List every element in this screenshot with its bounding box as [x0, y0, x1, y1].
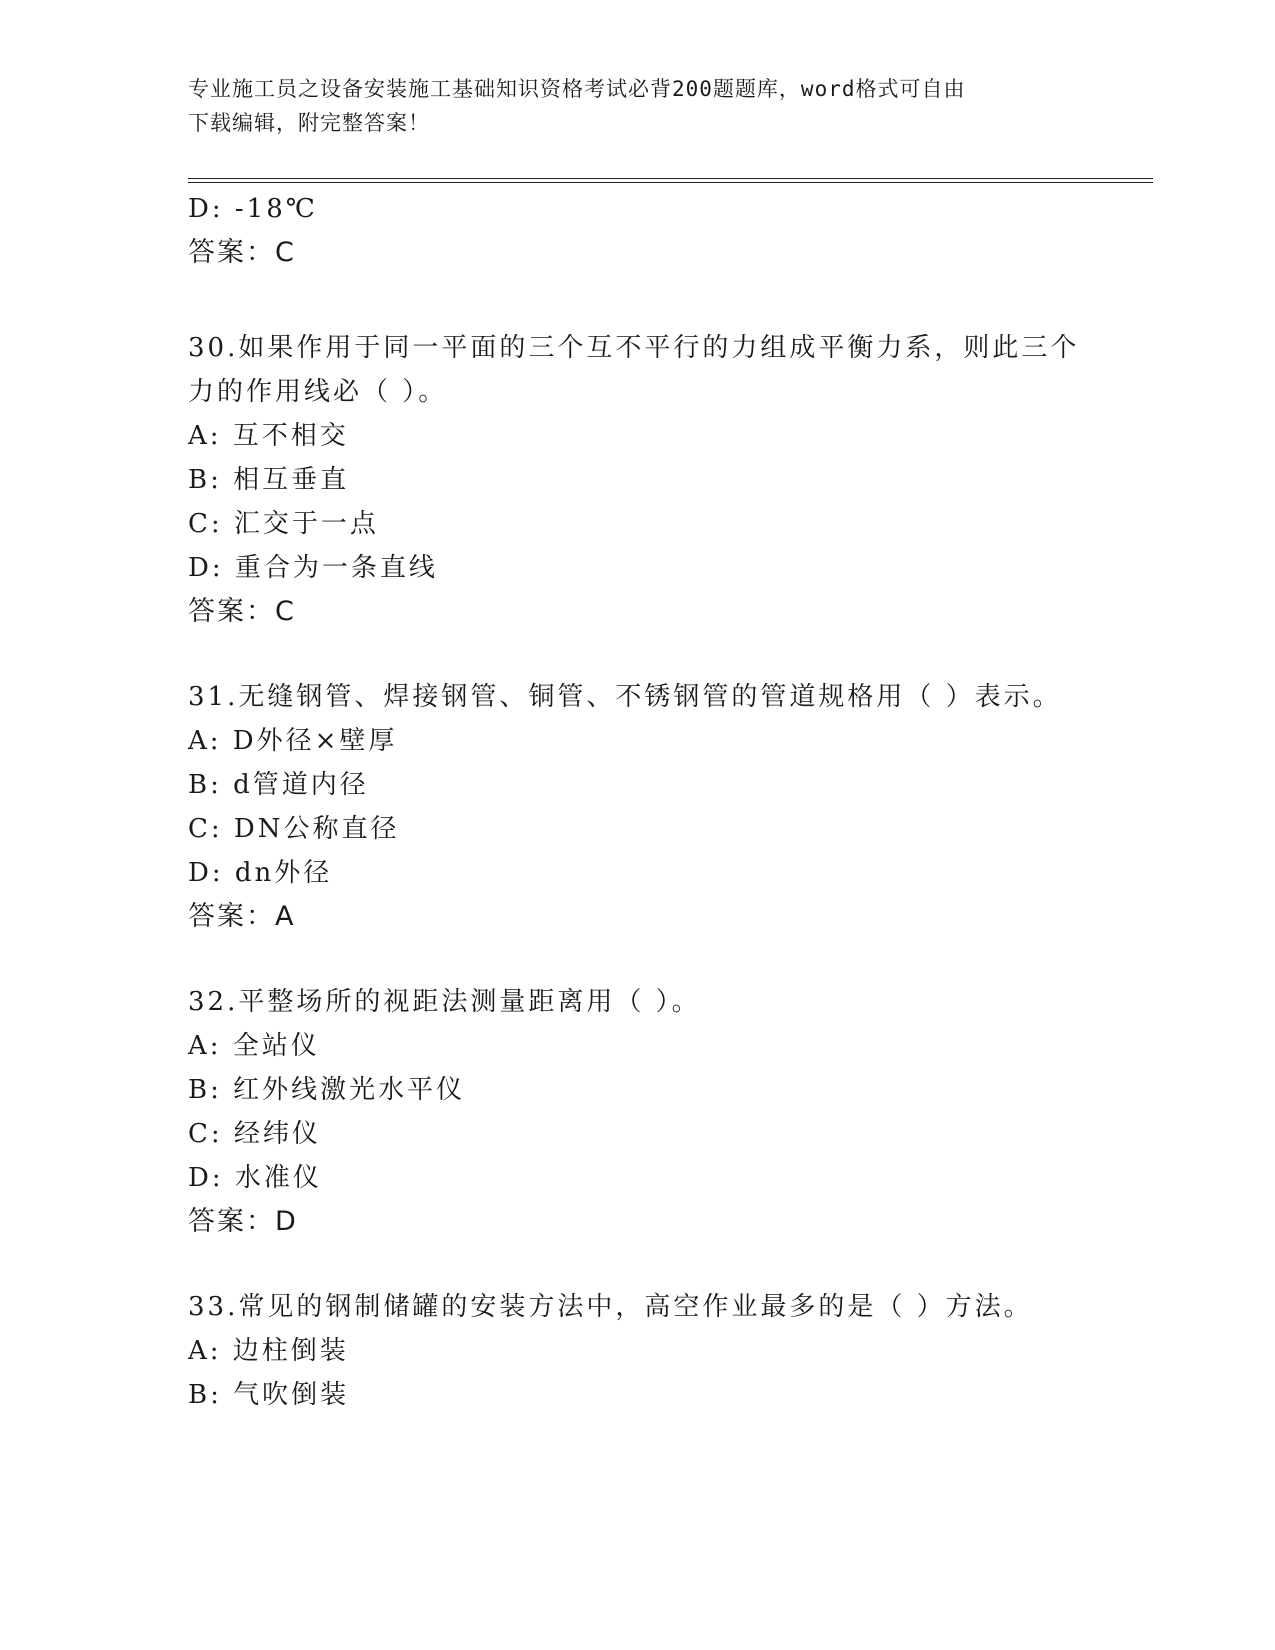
question-30-option-a: A: 互不相交	[188, 421, 349, 451]
question-33-stem-line-1: 33.常见的钢制储罐的安装方法中，高空作业最多的是（ ）方法。	[188, 1292, 1033, 1322]
question-30-stem-line-1: 30.如果作用于同一平面的三个互不平行的力组成平衡力系，则此三个	[188, 333, 1080, 363]
question-31-option-a: A: D外径×壁厚	[188, 726, 398, 756]
question-31-stem-line-1: 31.无缝钢管、焊接钢管、铜管、不锈钢管的管道规格用（ ）表示。	[188, 682, 1062, 712]
question-32-stem-line-1: 32.平整场所的视距法测量距离用（ ）。	[188, 987, 701, 1017]
question-31-option-d: D: dn外径	[188, 858, 333, 888]
question-32-option-b: B: 红外线激光水平仪	[188, 1075, 466, 1105]
question-30-stem-line-2: 力的作用线必（ ）。	[188, 377, 448, 407]
question-33-option-a: A: 边柱倒装	[188, 1336, 349, 1366]
question-31-answer: 答案：A	[188, 901, 296, 932]
question-30-option-b: B: 相互垂直	[188, 465, 350, 495]
question-32-option-c: C: 经纬仪	[188, 1119, 321, 1149]
document-header	[188, 72, 1088, 140]
question-33-option-b: B: 气吹倒装	[188, 1380, 350, 1410]
question-30-answer: 答案：C	[188, 596, 296, 627]
question-30-option-c: C: 汇交于一点	[188, 509, 379, 539]
question-32-option-d: D: 水准仪	[188, 1163, 322, 1193]
question-32-option-a: A: 全站仪	[188, 1031, 320, 1061]
question-32-answer: 答案：D	[188, 1206, 298, 1237]
prev-question-answer: 答案：C	[188, 237, 296, 268]
header-divider-top	[188, 178, 1153, 179]
question-31-option-c: C: DN公称直径	[188, 814, 400, 844]
question-31-option-b: B: d管道内径	[188, 770, 369, 800]
prev-question-option-d: D: -18℃	[188, 194, 318, 224]
header-divider-bottom	[188, 182, 1153, 183]
question-30-option-d: D: 重合为一条直线	[188, 553, 438, 583]
header-line-2: 下载编辑，附完整答案！	[188, 111, 430, 135]
header-line-1: 专业施工员之设备安装施工基础知识资格考试必背200题题库，word格式可自由	[188, 77, 966, 101]
